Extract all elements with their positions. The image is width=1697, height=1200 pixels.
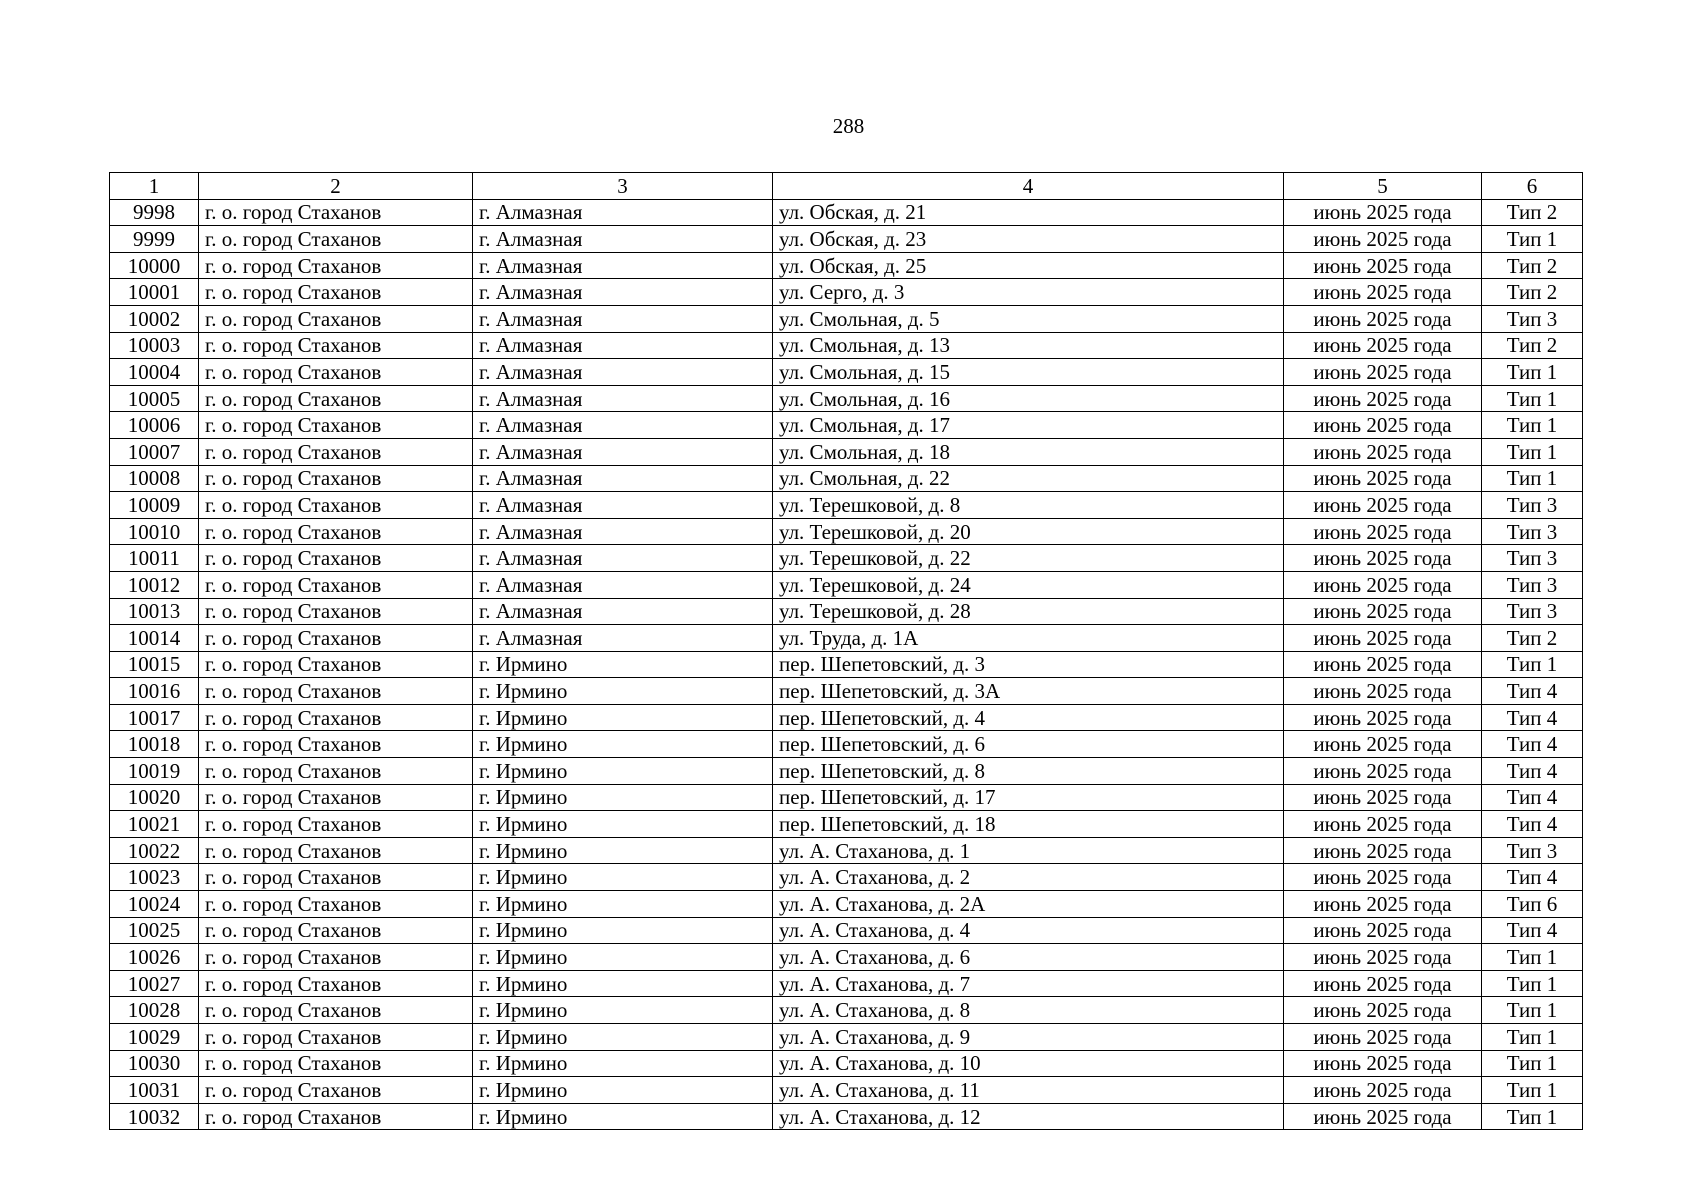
cell-municipality: г. о. город Стаханов	[199, 1050, 473, 1077]
table-row	[110, 598, 1583, 625]
cell-row-number: 10026	[110, 944, 199, 971]
cell-type: Тип 3	[1482, 571, 1583, 598]
table-row	[110, 571, 1583, 598]
table-row	[110, 199, 1583, 226]
cell-type: Тип 1	[1482, 359, 1583, 386]
cell-municipality: г. о. город Стаханов	[199, 917, 473, 944]
cell-type: Тип 1	[1482, 412, 1583, 439]
cell-settlement: г. Ирмино	[473, 997, 773, 1024]
cell-municipality: г. о. город Стаханов	[199, 811, 473, 838]
cell-settlement: г. Алмазная	[473, 438, 773, 465]
cell-address: ул. Смольная, д. 13	[773, 332, 1284, 359]
cell-date: июнь 2025 года	[1284, 837, 1482, 864]
cell-row-number: 10016	[110, 678, 199, 705]
cell-settlement: г. Ирмино	[473, 944, 773, 971]
cell-date: июнь 2025 года	[1284, 944, 1482, 971]
cell-address: пер. Шепетовский, д. 3А	[773, 678, 1284, 705]
cell-municipality: г. о. город Стаханов	[199, 226, 473, 253]
cell-settlement: г. Ирмино	[473, 704, 773, 731]
cell-settlement: г. Ирмино	[473, 917, 773, 944]
cell-address: ул. А. Стаханова, д. 6	[773, 944, 1284, 971]
cell-municipality: г. о. город Стаханов	[199, 944, 473, 971]
cell-address: ул. Обская, д. 21	[773, 199, 1284, 226]
cell-settlement: г. Алмазная	[473, 279, 773, 306]
cell-address: ул. А. Стаханова, д. 8	[773, 997, 1284, 1024]
cell-date: июнь 2025 года	[1284, 359, 1482, 386]
cell-date: июнь 2025 года	[1284, 891, 1482, 918]
cell-type: Тип 1	[1482, 438, 1583, 465]
cell-type: Тип 4	[1482, 811, 1583, 838]
cell-row-number: 10005	[110, 385, 199, 412]
cell-type: Тип 4	[1482, 731, 1583, 758]
cell-date: июнь 2025 года	[1284, 1103, 1482, 1130]
cell-address: ул. А. Стаханова, д. 1	[773, 837, 1284, 864]
cell-row-number: 10028	[110, 997, 199, 1024]
cell-settlement: г. Ирмино	[473, 864, 773, 891]
cell-date: июнь 2025 года	[1284, 226, 1482, 253]
cell-type: Тип 1	[1482, 651, 1583, 678]
cell-row-number: 10029	[110, 1024, 199, 1051]
cell-address: ул. Обская, д. 23	[773, 226, 1284, 253]
cell-row-number: 10024	[110, 891, 199, 918]
column-header-1: 1	[110, 173, 199, 200]
cell-row-number: 9999	[110, 226, 199, 253]
cell-municipality: г. о. город Стаханов	[199, 279, 473, 306]
table-row	[110, 731, 1583, 758]
cell-settlement: г. Алмазная	[473, 252, 773, 279]
cell-settlement: г. Алмазная	[473, 385, 773, 412]
table-row	[110, 359, 1583, 386]
cell-date: июнь 2025 года	[1284, 305, 1482, 332]
cell-settlement: г. Ирмино	[473, 837, 773, 864]
cell-settlement: г. Алмазная	[473, 332, 773, 359]
cell-date: июнь 2025 года	[1284, 864, 1482, 891]
cell-municipality: г. о. город Стаханов	[199, 704, 473, 731]
table-header-row	[110, 173, 1583, 200]
cell-type: Тип 1	[1482, 970, 1583, 997]
cell-type: Тип 1	[1482, 385, 1583, 412]
table-row	[110, 758, 1583, 785]
cell-municipality: г. о. город Стаханов	[199, 731, 473, 758]
table-row	[110, 997, 1583, 1024]
cell-municipality: г. о. город Стаханов	[199, 385, 473, 412]
cell-date: июнь 2025 года	[1284, 731, 1482, 758]
table-row	[110, 305, 1583, 332]
cell-date: июнь 2025 года	[1284, 465, 1482, 492]
table-row	[110, 944, 1583, 971]
cell-settlement: г. Алмазная	[473, 412, 773, 439]
table-row	[110, 545, 1583, 572]
cell-date: июнь 2025 года	[1284, 199, 1482, 226]
cell-municipality: г. о. город Стаханов	[199, 359, 473, 386]
cell-row-number: 10007	[110, 438, 199, 465]
cell-type: Тип 2	[1482, 199, 1583, 226]
cell-date: июнь 2025 года	[1284, 758, 1482, 785]
cell-municipality: г. о. город Стаханов	[199, 412, 473, 439]
cell-address: ул. А. Стаханова, д. 4	[773, 917, 1284, 944]
cell-address: ул. Терешковой, д. 22	[773, 545, 1284, 572]
cell-settlement: г. Ирмино	[473, 1103, 773, 1130]
cell-municipality: г. о. город Стаханов	[199, 545, 473, 572]
cell-date: июнь 2025 года	[1284, 332, 1482, 359]
table-row	[110, 438, 1583, 465]
cell-row-number: 10003	[110, 332, 199, 359]
cell-row-number: 10023	[110, 864, 199, 891]
cell-municipality: г. о. город Стаханов	[199, 1024, 473, 1051]
cell-type: Тип 1	[1482, 944, 1583, 971]
cell-settlement: г. Алмазная	[473, 226, 773, 253]
cell-type: Тип 3	[1482, 598, 1583, 625]
cell-address: пер. Шепетовский, д. 18	[773, 811, 1284, 838]
cell-municipality: г. о. город Стаханов	[199, 252, 473, 279]
cell-address: ул. А. Стаханова, д. 7	[773, 970, 1284, 997]
cell-date: июнь 2025 года	[1284, 784, 1482, 811]
cell-address: ул. Смольная, д. 16	[773, 385, 1284, 412]
cell-row-number: 10025	[110, 917, 199, 944]
cell-address: ул. Серго, д. 3	[773, 279, 1284, 306]
cell-row-number: 10013	[110, 598, 199, 625]
cell-address: ул. Смольная, д. 22	[773, 465, 1284, 492]
cell-settlement: г. Ирмино	[473, 1024, 773, 1051]
cell-row-number: 10012	[110, 571, 199, 598]
cell-row-number: 10032	[110, 1103, 199, 1130]
cell-date: июнь 2025 года	[1284, 970, 1482, 997]
cell-address: ул. А. Стаханова, д. 9	[773, 1024, 1284, 1051]
cell-date: июнь 2025 года	[1284, 252, 1482, 279]
table-row	[110, 279, 1583, 306]
cell-date: июнь 2025 года	[1284, 598, 1482, 625]
table-row	[110, 837, 1583, 864]
table-row	[110, 651, 1583, 678]
cell-settlement: г. Алмазная	[473, 199, 773, 226]
cell-row-number: 10006	[110, 412, 199, 439]
cell-row-number: 10030	[110, 1050, 199, 1077]
cell-type: Тип 2	[1482, 279, 1583, 306]
cell-date: июнь 2025 года	[1284, 678, 1482, 705]
cell-address: ул. Терешковой, д. 24	[773, 571, 1284, 598]
cell-municipality: г. о. город Стаханов	[199, 625, 473, 652]
cell-date: июнь 2025 года	[1284, 518, 1482, 545]
table-row	[110, 492, 1583, 519]
cell-type: Тип 1	[1482, 1077, 1583, 1104]
cell-date: июнь 2025 года	[1284, 1024, 1482, 1051]
cell-address: пер. Шепетовский, д. 4	[773, 704, 1284, 731]
table-row	[110, 625, 1583, 652]
cell-date: июнь 2025 года	[1284, 704, 1482, 731]
cell-type: Тип 4	[1482, 864, 1583, 891]
cell-address: ул. А. Стаханова, д. 2А	[773, 891, 1284, 918]
cell-type: Тип 4	[1482, 678, 1583, 705]
cell-row-number: 10011	[110, 545, 199, 572]
column-header-5: 5	[1284, 173, 1482, 200]
table-row	[110, 385, 1583, 412]
cell-settlement: г. Алмазная	[473, 465, 773, 492]
cell-settlement: г. Ирмино	[473, 1077, 773, 1104]
cell-municipality: г. о. город Стаханов	[199, 199, 473, 226]
cell-address: ул. А. Стаханова, д. 12	[773, 1103, 1284, 1130]
cell-type: Тип 1	[1482, 465, 1583, 492]
cell-address: ул. А. Стаханова, д. 11	[773, 1077, 1284, 1104]
cell-municipality: г. о. город Стаханов	[199, 678, 473, 705]
table-row	[110, 332, 1583, 359]
column-header-4: 4	[773, 173, 1284, 200]
cell-type: Тип 6	[1482, 891, 1583, 918]
cell-type: Тип 2	[1482, 625, 1583, 652]
table-row	[110, 864, 1583, 891]
cell-settlement: г. Алмазная	[473, 492, 773, 519]
cell-date: июнь 2025 года	[1284, 1077, 1482, 1104]
cell-row-number: 10014	[110, 625, 199, 652]
cell-date: июнь 2025 года	[1284, 385, 1482, 412]
cell-type: Тип 4	[1482, 758, 1583, 785]
table-row	[110, 252, 1583, 279]
cell-type: Тип 3	[1482, 837, 1583, 864]
cell-type: Тип 1	[1482, 1050, 1583, 1077]
page-number: 288	[832, 114, 865, 138]
cell-type: Тип 3	[1482, 545, 1583, 572]
cell-type: Тип 3	[1482, 492, 1583, 519]
cell-municipality: г. о. город Стаханов	[199, 758, 473, 785]
cell-address: ул. А. Стаханова, д. 10	[773, 1050, 1284, 1077]
table-row	[110, 226, 1583, 253]
table-row	[110, 784, 1583, 811]
cell-address: ул. Труда, д. 1А	[773, 625, 1284, 652]
cell-municipality: г. о. город Стаханов	[199, 1077, 473, 1104]
cell-date: июнь 2025 года	[1284, 492, 1482, 519]
data-table	[109, 172, 1583, 1130]
cell-row-number: 10015	[110, 651, 199, 678]
table-row	[110, 1103, 1583, 1130]
cell-settlement: г. Ирмино	[473, 1050, 773, 1077]
cell-address: ул. Смольная, д. 18	[773, 438, 1284, 465]
cell-address: пер. Шепетовский, д. 17	[773, 784, 1284, 811]
cell-settlement: г. Ирмино	[473, 891, 773, 918]
cell-municipality: г. о. город Стаханов	[199, 1103, 473, 1130]
table-row	[110, 1050, 1583, 1077]
cell-settlement: г. Алмазная	[473, 571, 773, 598]
cell-row-number: 10000	[110, 252, 199, 279]
cell-row-number: 10027	[110, 970, 199, 997]
cell-address: ул. Обская, д. 25	[773, 252, 1284, 279]
cell-municipality: г. о. город Стаханов	[199, 891, 473, 918]
cell-row-number: 10022	[110, 837, 199, 864]
cell-settlement: г. Алмазная	[473, 598, 773, 625]
cell-row-number: 10021	[110, 811, 199, 838]
cell-settlement: г. Ирмино	[473, 970, 773, 997]
cell-address: пер. Шепетовский, д. 6	[773, 731, 1284, 758]
cell-row-number: 10008	[110, 465, 199, 492]
table-row	[110, 412, 1583, 439]
cell-date: июнь 2025 года	[1284, 811, 1482, 838]
cell-municipality: г. о. город Стаханов	[199, 571, 473, 598]
table-row	[110, 1024, 1583, 1051]
cell-type: Тип 4	[1482, 784, 1583, 811]
cell-date: июнь 2025 года	[1284, 412, 1482, 439]
cell-settlement: г. Ирмино	[473, 784, 773, 811]
cell-date: июнь 2025 года	[1284, 917, 1482, 944]
cell-date: июнь 2025 года	[1284, 279, 1482, 306]
column-header-6: 6	[1482, 173, 1583, 200]
cell-date: июнь 2025 года	[1284, 545, 1482, 572]
cell-municipality: г. о. город Стаханов	[199, 970, 473, 997]
table-body	[110, 173, 1583, 1130]
cell-date: июнь 2025 года	[1284, 571, 1482, 598]
cell-settlement: г. Ирмино	[473, 651, 773, 678]
cell-date: июнь 2025 года	[1284, 651, 1482, 678]
cell-type: Тип 4	[1482, 917, 1583, 944]
cell-address: пер. Шепетовский, д. 8	[773, 758, 1284, 785]
cell-row-number: 10019	[110, 758, 199, 785]
cell-type: Тип 1	[1482, 997, 1583, 1024]
column-header-2: 2	[199, 173, 473, 200]
cell-row-number: 10017	[110, 704, 199, 731]
cell-settlement: г. Алмазная	[473, 545, 773, 572]
table-row	[110, 811, 1583, 838]
column-header-3: 3	[473, 173, 773, 200]
cell-row-number: 10004	[110, 359, 199, 386]
cell-type: Тип 2	[1482, 252, 1583, 279]
cell-date: июнь 2025 года	[1284, 1050, 1482, 1077]
cell-date: июнь 2025 года	[1284, 997, 1482, 1024]
cell-municipality: г. о. город Стаханов	[199, 438, 473, 465]
cell-type: Тип 4	[1482, 704, 1583, 731]
cell-settlement: г. Алмазная	[473, 359, 773, 386]
cell-municipality: г. о. город Стаханов	[199, 332, 473, 359]
cell-municipality: г. о. город Стаханов	[199, 465, 473, 492]
table-row	[110, 891, 1583, 918]
cell-row-number: 10010	[110, 518, 199, 545]
cell-row-number: 10002	[110, 305, 199, 332]
cell-address: ул. Смольная, д. 15	[773, 359, 1284, 386]
cell-type: Тип 3	[1482, 518, 1583, 545]
cell-settlement: г. Алмазная	[473, 305, 773, 332]
table-row	[110, 917, 1583, 944]
table-row	[110, 518, 1583, 545]
cell-type: Тип 1	[1482, 1103, 1583, 1130]
cell-settlement: г. Ирмино	[473, 678, 773, 705]
cell-municipality: г. о. город Стаханов	[199, 864, 473, 891]
cell-type: Тип 3	[1482, 305, 1583, 332]
cell-address: ул. Смольная, д. 5	[773, 305, 1284, 332]
cell-settlement: г. Ирмино	[473, 758, 773, 785]
table-row	[110, 970, 1583, 997]
table-row	[110, 465, 1583, 492]
cell-address: ул. Смольная, д. 17	[773, 412, 1284, 439]
cell-settlement: г. Ирмино	[473, 811, 773, 838]
cell-address: ул. Терешковой, д. 8	[773, 492, 1284, 519]
cell-row-number: 10001	[110, 279, 199, 306]
cell-date: июнь 2025 года	[1284, 438, 1482, 465]
cell-municipality: г. о. город Стаханов	[199, 598, 473, 625]
cell-row-number: 10020	[110, 784, 199, 811]
cell-municipality: г. о. город Стаханов	[199, 651, 473, 678]
cell-address: ул. А. Стаханова, д. 2	[773, 864, 1284, 891]
cell-settlement: г. Ирмино	[473, 731, 773, 758]
cell-address: пер. Шепетовский, д. 3	[773, 651, 1284, 678]
cell-municipality: г. о. город Стаханов	[199, 518, 473, 545]
cell-row-number: 9998	[110, 199, 199, 226]
cell-type: Тип 2	[1482, 332, 1583, 359]
cell-settlement: г. Алмазная	[473, 625, 773, 652]
cell-type: Тип 1	[1482, 226, 1583, 253]
cell-settlement: г. Алмазная	[473, 518, 773, 545]
cell-municipality: г. о. город Стаханов	[199, 837, 473, 864]
cell-municipality: г. о. город Стаханов	[199, 305, 473, 332]
cell-municipality: г. о. город Стаханов	[199, 492, 473, 519]
cell-row-number: 10018	[110, 731, 199, 758]
cell-row-number: 10031	[110, 1077, 199, 1104]
table-row	[110, 704, 1583, 731]
table-row	[110, 678, 1583, 705]
table-row	[110, 1077, 1583, 1104]
cell-address: ул. Терешковой, д. 20	[773, 518, 1284, 545]
cell-municipality: г. о. город Стаханов	[199, 784, 473, 811]
cell-type: Тип 1	[1482, 1024, 1583, 1051]
cell-date: июнь 2025 года	[1284, 625, 1482, 652]
cell-row-number: 10009	[110, 492, 199, 519]
cell-address: ул. Терешковой, д. 28	[773, 598, 1284, 625]
cell-municipality: г. о. город Стаханов	[199, 997, 473, 1024]
